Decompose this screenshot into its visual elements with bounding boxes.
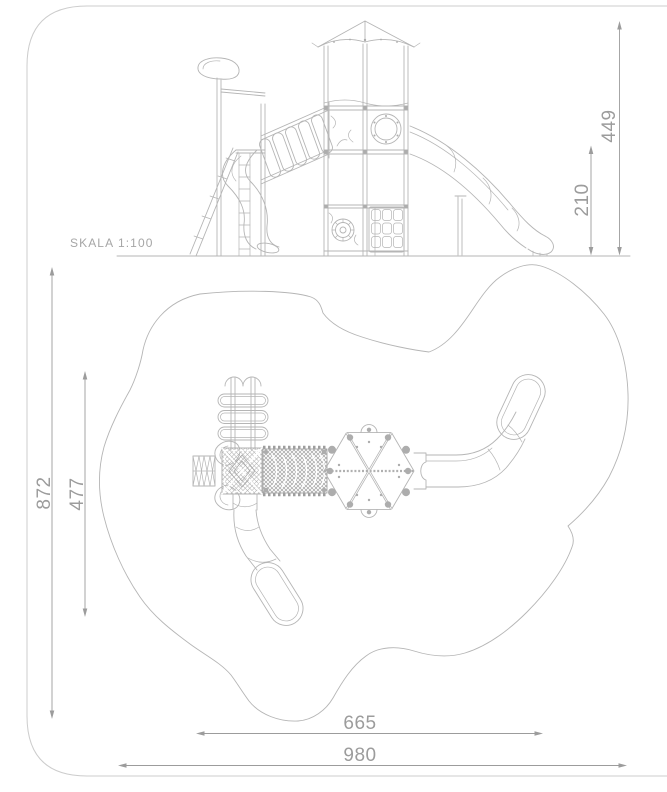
hexagonal-tower-plan bbox=[324, 425, 414, 518]
elevation-view bbox=[70, 21, 630, 256]
net-bridge-plan bbox=[263, 447, 327, 494]
entry-ladder-plan bbox=[193, 456, 215, 486]
dim-safety-area-depth: 872 bbox=[34, 476, 55, 510]
loop-ladder-plan bbox=[218, 377, 268, 450]
climbing-ramp bbox=[190, 148, 238, 256]
porthole-window bbox=[371, 114, 401, 144]
play-wheel bbox=[332, 219, 354, 241]
platform-square-plan bbox=[222, 448, 262, 494]
left-platform-frame bbox=[221, 89, 265, 256]
lamp-post bbox=[198, 58, 239, 256]
big-slide bbox=[410, 126, 553, 256]
safety-area-outline bbox=[100, 265, 629, 721]
loop-bridge bbox=[258, 102, 334, 188]
small-slide bbox=[222, 150, 279, 255]
climbing-grid-panel bbox=[369, 207, 404, 252]
tower bbox=[312, 21, 420, 256]
plan-view bbox=[34, 265, 628, 768]
sheet-border bbox=[27, 6, 667, 776]
plan-dimensions bbox=[34, 267, 627, 768]
elevation-dimensions bbox=[572, 21, 622, 256]
big-slide-plan bbox=[414, 369, 551, 489]
post-clamps bbox=[324, 106, 408, 208]
small-slide-plan bbox=[233, 494, 309, 632]
dim-equipment-depth: 477 bbox=[67, 477, 88, 511]
tower-roof bbox=[312, 21, 420, 47]
scale-label: SKALA 1:100 bbox=[70, 236, 154, 250]
dim-safety-area-width: 980 bbox=[343, 745, 377, 766]
dim-equipment-width: 665 bbox=[343, 713, 377, 734]
dim-total-height: 449 bbox=[599, 109, 620, 143]
dim-platform-height: 210 bbox=[572, 183, 593, 217]
